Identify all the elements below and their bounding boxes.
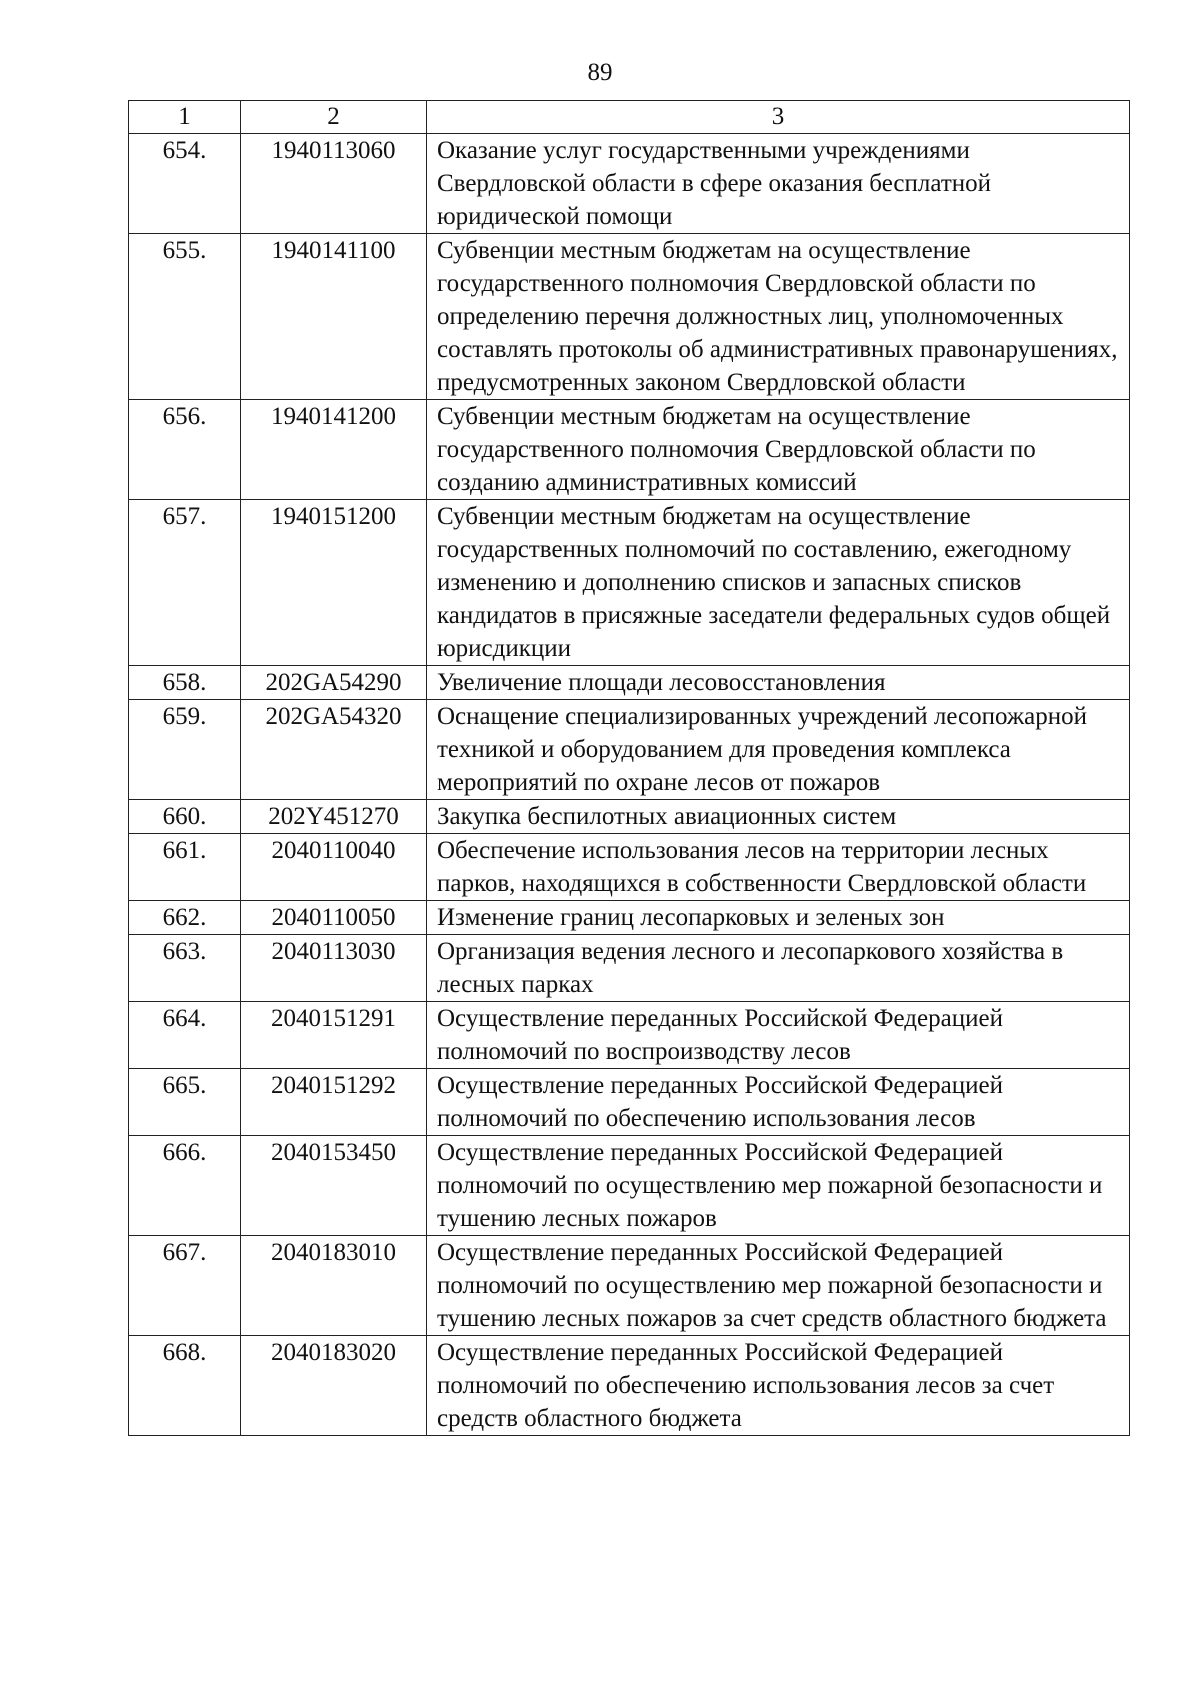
table-body: [129, 134, 1130, 1436]
row-description-cell: Субвенции местным бюджетам на осуществление государственного полномочия Свердловской области по созданию административных комиссий: [427, 400, 1130, 500]
row-number-cell: 668.: [129, 1336, 241, 1436]
row-code-cell: 202GA54320: [241, 700, 427, 800]
table-row: [129, 901, 1130, 935]
table-row: [129, 935, 1130, 1002]
row-description-cell: Осуществление переданных Российской Федерацией полномочий по осуществлению мер пожарной безопасности и тушению лесных пожаров: [427, 1136, 1130, 1236]
row-number-cell: 663.: [129, 935, 241, 1002]
table-row: [129, 666, 1130, 700]
row-description-cell: Осуществление переданных Российской Федерацией полномочий по воспроизводству лесов: [427, 1002, 1130, 1069]
row-description-cell: Осуществление переданных Российской Федерацией полномочий по обеспечению использования лесов за счет средств областного бюджета: [427, 1336, 1130, 1436]
row-code-cell: 2040110050: [241, 901, 427, 935]
row-number-cell: 656.: [129, 400, 241, 500]
row-number-cell: 665.: [129, 1069, 241, 1136]
row-code-cell: 2040183020: [241, 1336, 427, 1436]
table-row: [129, 800, 1130, 834]
row-number-cell: 666.: [129, 1136, 241, 1236]
row-code-cell: 1940141200: [241, 400, 427, 500]
row-code-cell: 2040183010: [241, 1236, 427, 1336]
row-code-cell: 202GA54290: [241, 666, 427, 700]
table-header: [129, 101, 1130, 134]
row-code-cell: 2040110040: [241, 834, 427, 901]
header-col-2: 2: [241, 101, 427, 134]
row-number-cell: 661.: [129, 834, 241, 901]
table-row: [129, 1336, 1130, 1436]
table-row: [129, 1136, 1130, 1236]
row-description-cell: Изменение границ лесопарковых и зеленых зон: [427, 901, 1130, 935]
header-col-1: 1: [129, 101, 241, 134]
table-row: [129, 700, 1130, 800]
row-code-cell: 2040151292: [241, 1069, 427, 1136]
table-row: [129, 134, 1130, 234]
row-number-cell: 657.: [129, 500, 241, 666]
row-code-cell: 1940113060: [241, 134, 427, 234]
row-code-cell: 2040113030: [241, 935, 427, 1002]
row-description-cell: Осуществление переданных Российской Федерацией полномочий по осуществлению мер пожарной безопасности и тушению лесных пожаров за счет средств областного бюджета: [427, 1236, 1130, 1336]
row-code-cell: 2040151291: [241, 1002, 427, 1069]
row-code-cell: 202Y451270: [241, 800, 427, 834]
row-number-cell: 660.: [129, 800, 241, 834]
row-description-cell: Закупка беспилотных авиационных систем: [427, 800, 1130, 834]
table-row: [129, 234, 1130, 400]
table-row: [129, 1069, 1130, 1136]
budget-classification-table: [128, 100, 1130, 1436]
table-row: [129, 1236, 1130, 1336]
page-number: 89: [587, 59, 613, 86]
row-code-cell: 1940151200: [241, 500, 427, 666]
header-col-3: 3: [427, 101, 1130, 134]
row-description-cell: Осуществление переданных Российской Федерацией полномочий по обеспечению использования лесов: [427, 1069, 1130, 1136]
row-description-cell: Субвенции местным бюджетам на осуществление государственных полномочий по составлению, ежегодному изменению и дополнению списков и запасных списков кандидатов в присяжные заседатели федеральных судов общей юрисдикции: [427, 500, 1130, 666]
row-description-cell: Организация ведения лесного и лесопаркового хозяйства в лесных парках: [427, 935, 1130, 1002]
row-number-cell: 667.: [129, 1236, 241, 1336]
row-description-cell: Обеспечение использования лесов на территории лесных парков, находящихся в собственности Свердловской области: [427, 834, 1130, 901]
row-number-cell: 654.: [129, 134, 241, 234]
row-number-cell: 662.: [129, 901, 241, 935]
table-row: [129, 400, 1130, 500]
header-row: [129, 101, 1130, 134]
table-row: [129, 834, 1130, 901]
row-description-cell: Оснащение специализированных учреждений лесопожарной техникой и оборудованием для проведения комплекса мероприятий по охране лесов от пожаров: [427, 700, 1130, 800]
row-number-cell: 664.: [129, 1002, 241, 1069]
row-description-cell: Оказание услуг государственными учреждениями Свердловской области в сфере оказания бесплатной юридической помощи: [427, 134, 1130, 234]
table-row: [129, 500, 1130, 666]
row-code-cell: 1940141100: [241, 234, 427, 400]
row-code-cell: 2040153450: [241, 1136, 427, 1236]
table-row: [129, 1002, 1130, 1069]
row-number-cell: 655.: [129, 234, 241, 400]
row-number-cell: 659.: [129, 700, 241, 800]
row-description-cell: Субвенции местным бюджетам на осуществление государственного полномочия Свердловской области по определению перечня должностных лиц, уполномоченных составлять протоколы об административных правонарушениях, предусмотренных законом Свердловской области: [427, 234, 1130, 400]
row-description-cell: Увеличение площади лесовосстановления: [427, 666, 1130, 700]
row-number-cell: 658.: [129, 666, 241, 700]
